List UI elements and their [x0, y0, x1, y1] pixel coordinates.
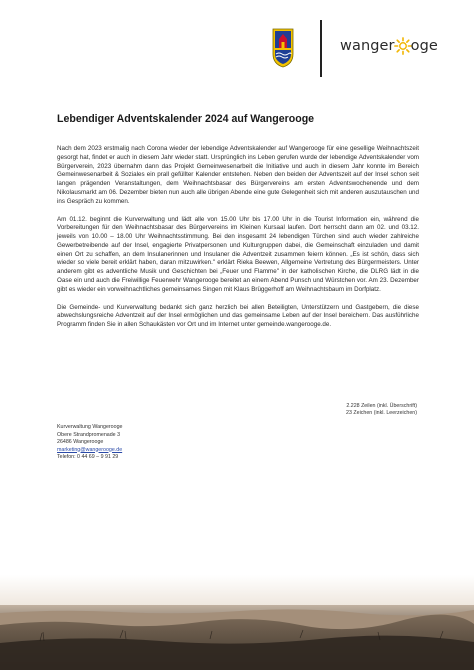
beach-landscape-image	[0, 575, 474, 670]
line-count: 2.228 Zeilen (inkl. Überschrift)	[346, 403, 417, 409]
address-city: 26486 Wangerooge	[57, 439, 104, 445]
sun-icon	[394, 37, 412, 55]
municipal-crest-icon	[272, 28, 294, 68]
email-link[interactable]: marketing@wangerooge.de	[57, 446, 123, 453]
wangerooge-logo	[340, 35, 438, 57]
body-text	[57, 145, 419, 339]
address-phone: Telefon: 0 44 69 – 9 91 29	[57, 454, 119, 460]
logo-text-left: wanger	[340, 38, 395, 54]
text-statistics	[346, 403, 417, 418]
document-title: Lebendiger Adventskalender 2024 auf Wangerooge	[57, 113, 315, 125]
address-street: Obere Strandpromenade 3	[57, 431, 121, 438]
logo-text-right: oge	[410, 38, 438, 54]
paragraph-program: Am 01.12. beginnt die Kurverwaltung und lädt alle von 15.00 Uhr bis 17.00 Uhr in die Tourist Information ein, während die Vorbereitungen für den Weihnachtsbasar des Bürgervereins im Kleinen Kursaal laufen. Dort herrscht dann am 02. und 03.12. jeweils von 10.00 – 18.00 Uhr Weihnachtsstimmung. Bei den insgesamt 24 lebendigen Türchen sind auch wieder zahlreiche Gewerbetreibende auf der Insel, engagierte Privatpersonen und Kulturgruppen dabei, die Gemeinschaft einzuladen und damit einen Ort zu schaffen, an dem Insulanerinnen und Insulaner die Adventzeit zusammen feiern können. „Es ist schön, dass sich wieder so viele bereit erklärt haben, daran mitzuwirken." erklärt Rieka Beewen, Allgemeine Vertretung des Bürgermeisters. Unter anderem gibt es adventliche Musik und Geschichten bei „Feuer und Flamme" in der katholischen Kirche, die DLRG lädt in die Oase ein und auch die Freiwillige Feuerwehr Wangerooge bereitet an einem Abend Punsch und Würstchen vor. Am 23. Dezember gibt es wieder ein vorweihnachtliches gemeinsames Singen mit Klaus Brüggerhoff am Weihnachtsbaum im Dorfplatz.	[57, 215, 419, 293]
header-divider	[320, 20, 322, 77]
paragraph-intro: Nach dem 2023 erstmalig nach Corona wieder der lebendige Adventskalender auf Wangerooge für eine gesellige Weihnachtszeit gesorgt hat, findet er auch in diesem Jahr wieder statt. Ursprünglich ins Leben gerufen wurde der lebendige Adventskalender vom Bürgerverein, 2023 übernahm dann das Projekt Gemeinwesenarbeit die Initiative und auch in diesem Jahr konnte im Bereich Gemeinwesenarbeit & Soziales ein prall gefüllter Kalender entstehen. Neben den beiden der Adventszeit auf der Insel schon seit langen prägenden Veranstaltungen, dem Weihnachtsbasar des Bürgervereins am ersten Adventswochenende und dem Nikolausmarkt am 06. Dezember bieten nun auch alle übrigen Abende eine gute Gelegenheit sich mit anderen auszutauschen und ins Gespräch zu kommen.	[57, 145, 419, 205]
address-org: Kurverwaltung Wangerooge	[57, 424, 123, 430]
letterhead	[0, 0, 474, 90]
contact-address	[57, 424, 122, 462]
character-count: 23 Zeichen (inkl. Leerzeichen)	[346, 410, 417, 417]
paragraph-thanks: Die Gemeinde- und Kurverwaltung bedankt sich ganz herzlich bei allen Beteiligten, Unterstützern und Gastgebern, die diese abwechslungsreiche Adventzeit auf der Insel ermöglichen und das gemeinsame Leben auf der Insel bereichern. Das ausführliche Programm finden Sie in allen Schaukästen vor Ort und im Internet unter gemeinde.wangerooge.de.	[57, 303, 419, 329]
